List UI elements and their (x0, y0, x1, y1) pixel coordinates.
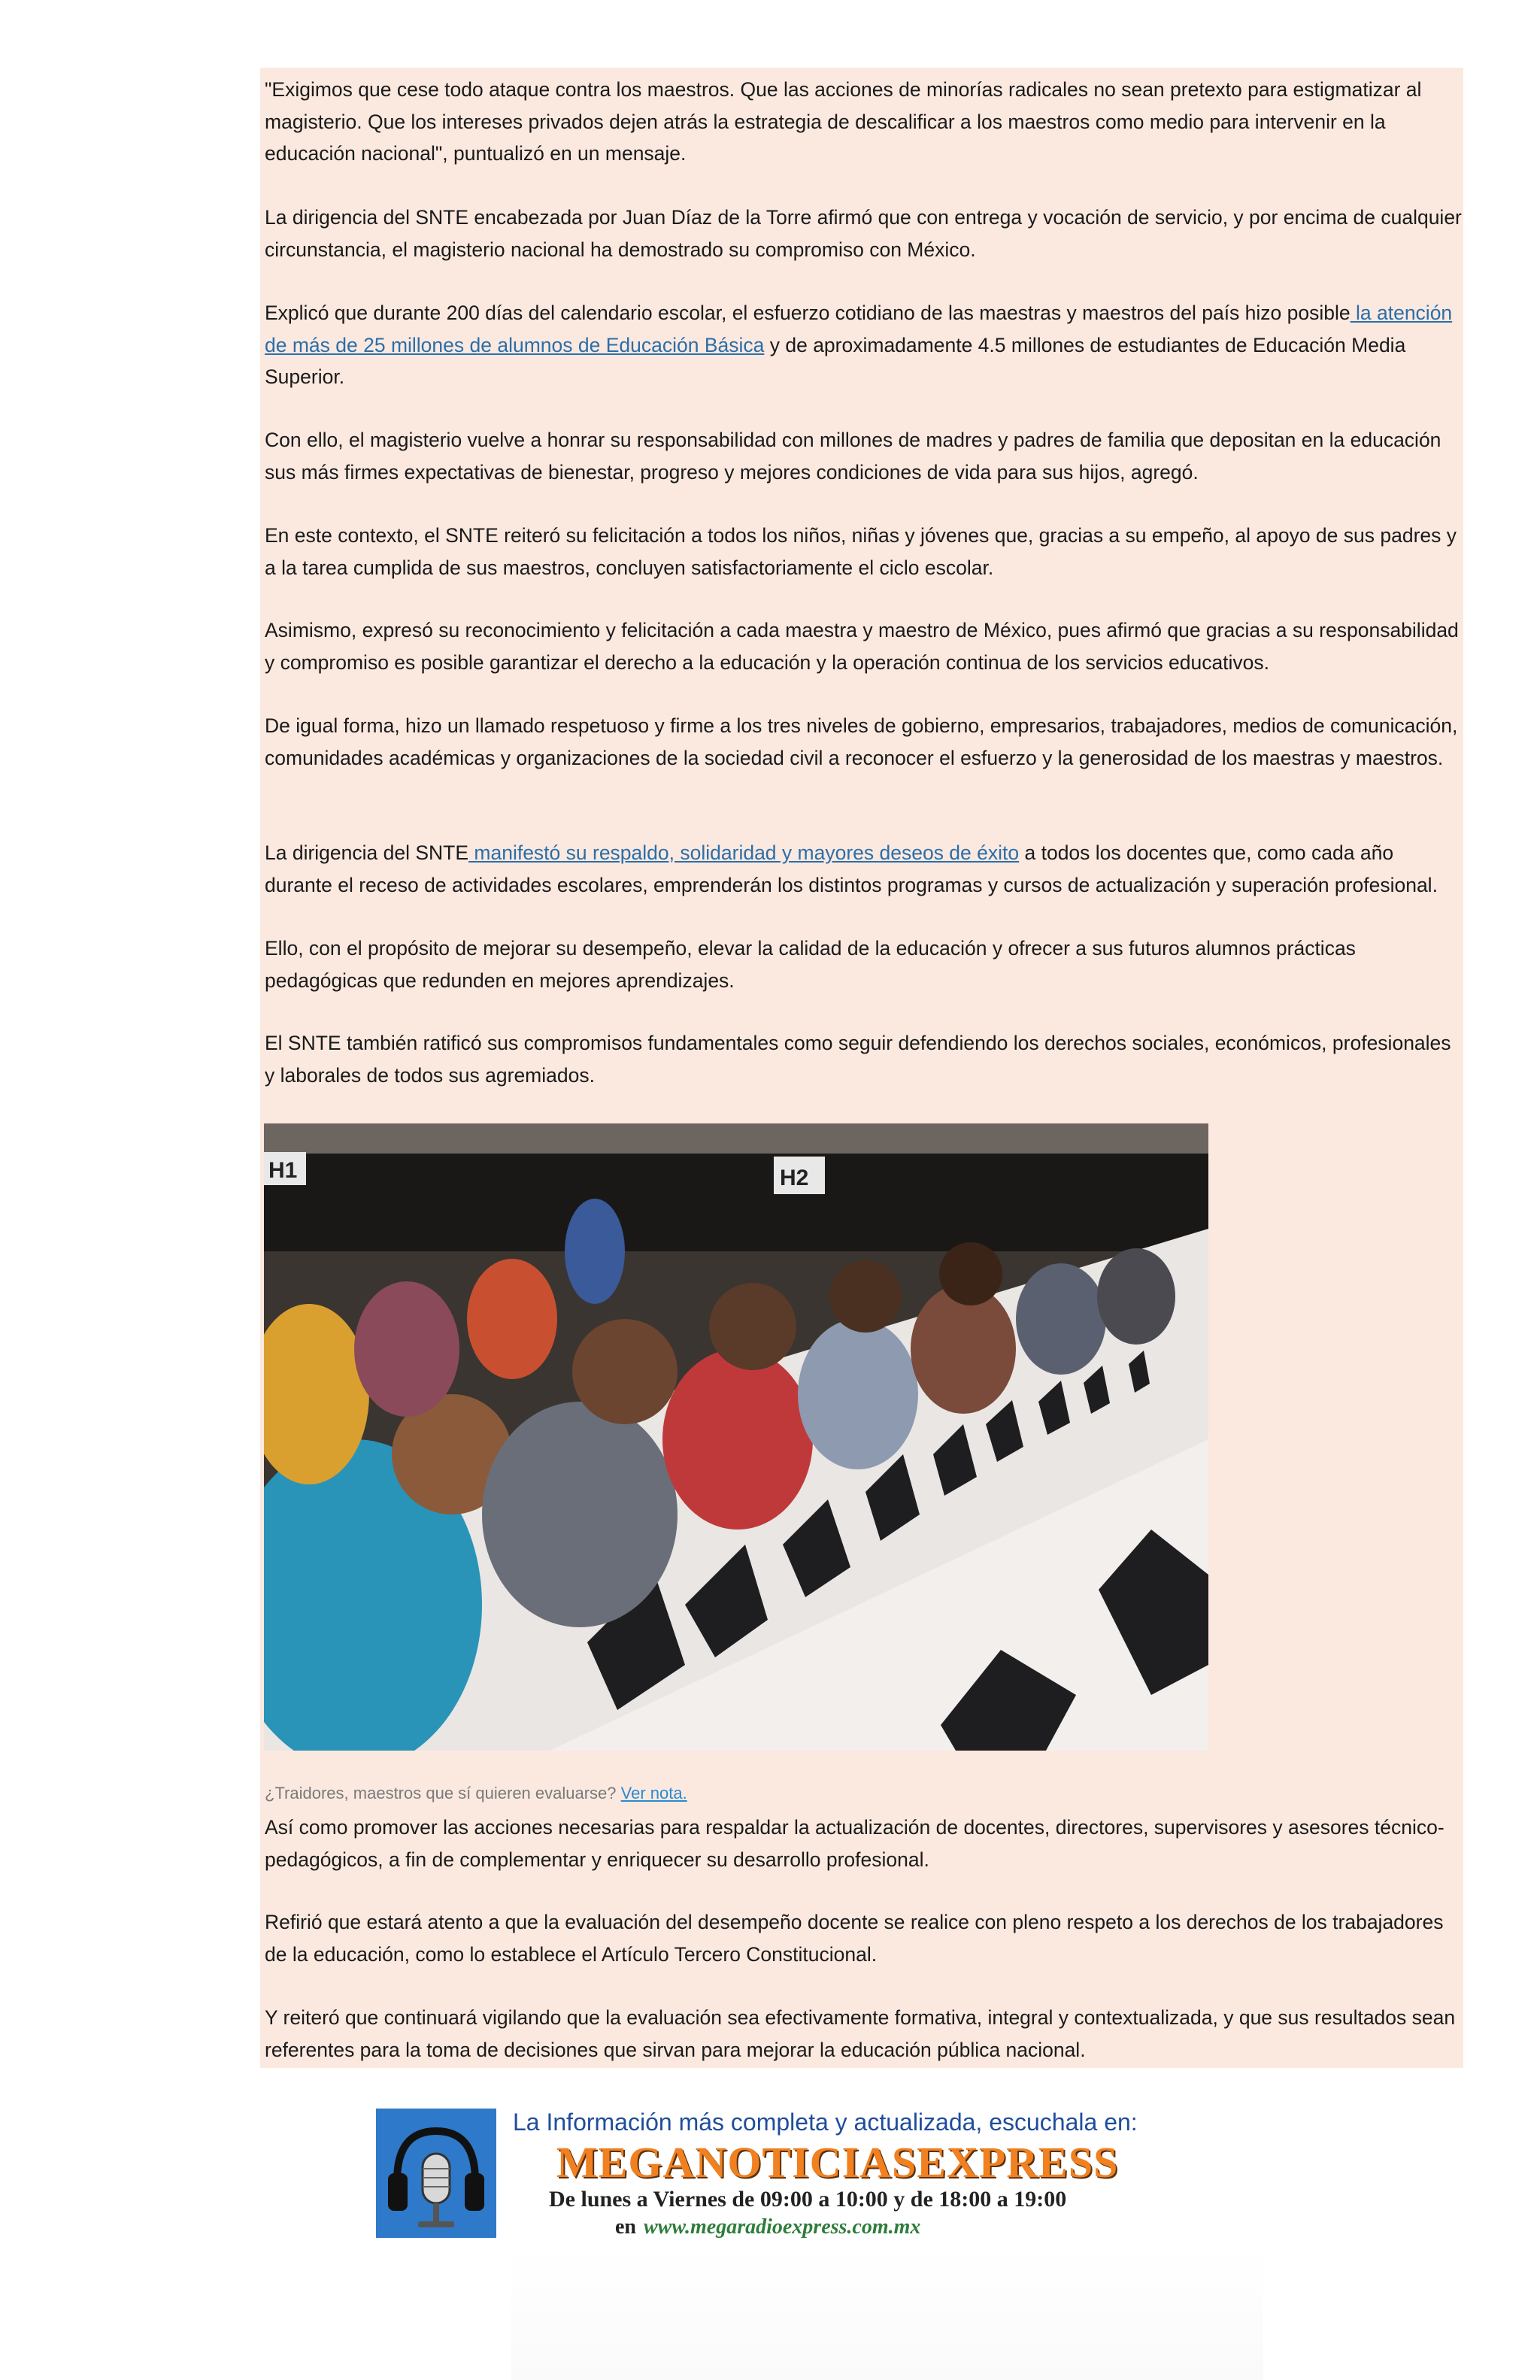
paragraph: La dirigencia del SNTE manifestó su respaldo, solidaridad y mayores deseos de éxito a todos los docentes que, como cada año durante el receso de actividades escolares, emprenderán los distintos programas y cursos de actualización y superación profesional. (265, 841, 1438, 896)
banner-brand-name: MEGANOTICIASEXPRESS (556, 2138, 1119, 2187)
link-respaldo-solidaridad[interactable]: manifestó su respaldo, solidaridad y mayores deseos de éxito (468, 841, 1020, 864)
paragraph: De igual forma, hizo un llamado respetuoso y firme a los tres niveles de gobierno, empresarios, trabajadores, medios de comunicación, comunidades académicas y organizaciones de la sociedad civil a reconocer el esfuerzo y la generosidad de los maestras y maestros. (265, 714, 1458, 769)
bottom-fade (511, 2248, 1263, 2380)
paragraph: Explicó que durante 200 días del calendario escolar, el esfuerzo cotidiano de las maestras y maestros del país hizo posible la atención de más de 25 millones de alumnos de Educación Básica y de aproximadamente 4.5 millones de estudiantes de Educación Media Superior. (265, 302, 1453, 388)
paragraph: Ello, con el propósito de mejorar su desempeño, elevar la calidad de la educación y ofrecer a sus futuros alumnos prácticas pedagógicas que redunden en mejores aprendizajes. (265, 937, 1356, 992)
teachers-exam-photo (264, 1123, 1208, 1751)
paragraph: Asimismo, expresó su reconocimiento y felicitación a cada maestra y maestro de México, pues afirmó que gracias a su responsabilidad y compromiso es posible garantizar el derecho a la educación y la operación continua de los servicios educativos. (265, 619, 1459, 674)
banner-tagline: La Información más completa y actualizada, escuchala en: (513, 2109, 1138, 2136)
paragraph: En este contexto, el SNTE reiteró su felicitación a todos los niños, niñas y jóvenes que, gracias a su empeño, al apoyo de sus padres y a la tarea cumplida de sus maestros, concluyen satisfactoriamente el ciclo escolar. (265, 524, 1457, 579)
radio-banner[interactable] (367, 2098, 1164, 2248)
photo-caption: ¿Traidores, maestros que sí quieren evaluarse? Ver nota. (265, 1784, 687, 1802)
microphone-headphones-icon (376, 2109, 496, 2238)
link-25-millones-alumnos[interactable]: la atención de más de 25 millones de alumnos de Educación Básica (265, 302, 1453, 356)
paragraph: El SNTE también ratificó sus compromisos fundamentales como seguir defendiendo los derechos sociales, económicos, profesionales y laborales de todos sus agremiados. (265, 1032, 1451, 1087)
paragraph: Refirió que estará atento a que la evaluación del desempeño docente se realice con pleno respeto a los derechos de los trabajadores de la educación, como lo establece el Artículo Tercero Constitucional. (265, 1911, 1444, 1966)
radio-logo (376, 2109, 496, 2238)
banner-url[interactable]: en www.megaradioexpress.com.mx (615, 2215, 921, 2239)
banner-schedule: De lunes a Viernes de 09:00 a 10:00 y de 18:00 a 19:00 (549, 2187, 1067, 2212)
paragraph: Con ello, el magisterio vuelve a honrar su responsabilidad con millones de madres y padres de familia que depositan en la educación sus más firmes expectativas de bienestar, progreso y mejores condiciones de vida para sus hijos, agregó. (265, 429, 1441, 484)
svg-text:H1: H1 (268, 1158, 298, 1183)
paragraph: Y reiteró que continuará vigilando que la evaluación sea efectivamente formativa, integral y contextualizada, y que sus resultados sean referentes para la toma de decisiones que sirvan para mejorar la educación pública nacional. (265, 2006, 1456, 2061)
paragraph: La dirigencia del SNTE encabezada por Juan Díaz de la Torre afirmó que con entrega y vocación de servicio, y por encima de cualquier circunstancia, el magisterio nacional ha demostrado su compromiso con México. (265, 206, 1462, 261)
article-photo (264, 1123, 1208, 1751)
svg-text:H2: H2 (780, 1166, 809, 1190)
paragraph: "Exigimos que cese todo ataque contra los maestros. Que las acciones de minorías radicales no sean pretexto para estigmatizar al magisterio. Que los intereses privados dejen atrás la estrategia de descalificar a los maestros como medio para intervenir en la educación nacional", puntualizó en un mensaje. (265, 78, 1422, 165)
paragraph: Así como promover las acciones necesarias para respaldar la actualización de docentes, directores, supervisores y asesores técnico-pedagógicos, a fin de complementar y enriquecer su desarrollo profesional. (265, 1816, 1445, 1871)
ver-nota-link[interactable]: Ver nota. (620, 1784, 687, 1802)
